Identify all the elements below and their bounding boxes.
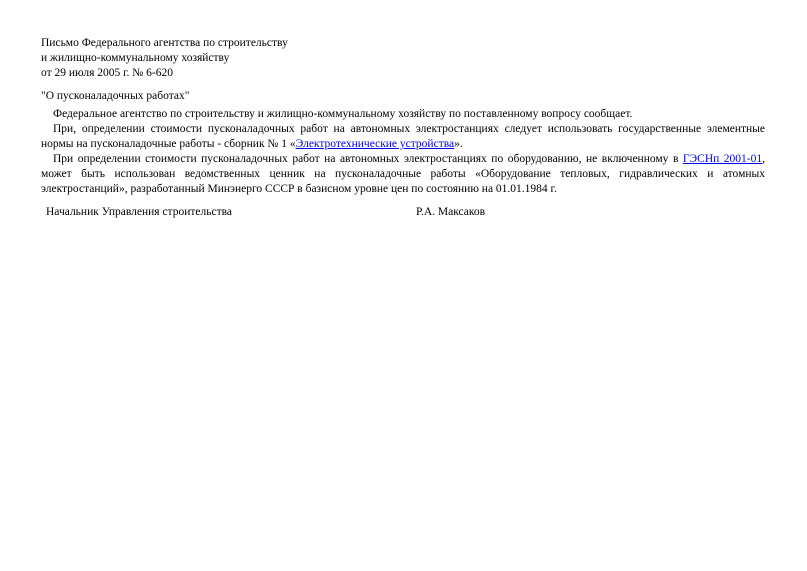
header-line-2: и жилищно-коммунальному хозяйству bbox=[41, 52, 230, 64]
letter-subject: "О пусконаладочных работах" bbox=[41, 90, 190, 102]
paragraph-3 bbox=[41, 152, 765, 197]
signature-title: Начальник Управления строительства bbox=[46, 206, 232, 218]
paragraph-3-text-after: , может быть использован ведомственных ценник на пусконаладочные работы «Оборудование тепловых, гидравлических и атомных электростанций», разработанный Минэнерго СССР в базисном уровне цен по состоянию на 01.01.1984 г. bbox=[41, 153, 766, 195]
paragraph-3-text-before: При определении стоимости пусконаладочных работ на автономных электростанциях по оборудованию, не включенному в bbox=[53, 153, 683, 165]
header-line-1: Письмо Федерального агентства по строительству bbox=[41, 37, 288, 49]
header-line-3: от 29 июля 2005 г. № 6-620 bbox=[41, 67, 173, 79]
gesnp-2001-01-link[interactable]: ГЭСНп 2001-01 bbox=[682, 153, 763, 165]
letter-header bbox=[41, 36, 288, 81]
paragraph-1: Федеральное агентство по строительству и жилищно-коммунальному хозяйству по поставленному вопросу сообщает. bbox=[53, 108, 633, 120]
signature-name: Р.А. Максаков bbox=[416, 206, 486, 218]
letter-body bbox=[41, 107, 765, 197]
paragraph-2-text-after: ». bbox=[454, 138, 463, 150]
electrotechnical-devices-link[interactable]: Электротехнические устройства bbox=[295, 138, 455, 150]
paragraph-2-text-before: При, определении стоимости пусконаладочных работ на автономных электростанциях следует использовать государственные элементные нормы на пусконаладочные работы - сборник № 1 « bbox=[41, 123, 765, 150]
paragraph-2 bbox=[41, 122, 765, 152]
